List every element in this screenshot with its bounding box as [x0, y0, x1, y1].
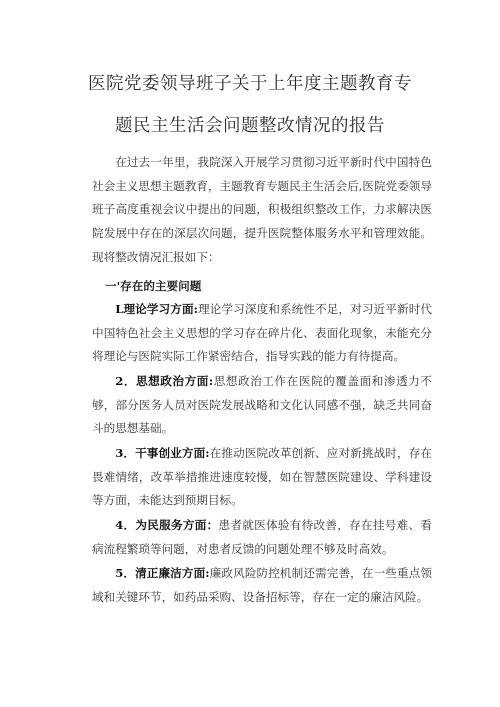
item-integrity	[92, 562, 432, 609]
item-text: 思想政治工作在医院的覆盖面和渗透力不够，部分医务人员对医院发展战略和文化认同感不强，缺乏共同奋斗的思想基础。	[92, 374, 432, 436]
item-text: 在推动医院改革创新、应对新挑战时，存在畏难情绪，改革举措推进速度较慢，如在智慧医院建设、学科建设等方面，未能达到预期目标。	[92, 446, 432, 508]
item-text: 廉政风险防控机制还需完善，在一些重点领域和关键环节，如药品采购、设备招标等，存在一定的廉洁风险。	[92, 566, 432, 604]
item-label: 4．为民服务方面：	[115, 518, 219, 532]
document-title-line-1: 医院党委领导班子关于上年度主题教育专	[88, 74, 412, 94]
item-ideology-politics	[92, 370, 432, 441]
item-label: 5．清正廉洁方面:	[115, 566, 210, 580]
section-heading: 一'存在的主要问题	[105, 279, 202, 293]
document-title-line-2: 题民主生活会问题整改情况的报告	[115, 116, 385, 136]
item-people-service	[92, 514, 432, 561]
item-label: 2．思想政治方面:	[115, 374, 214, 388]
intro-paragraph: 在过去一年里，我院深入开展学习贯彻习近平新时代中国特色社会主义思想主题教育，主题教育专题民主生活会后,医院党委领导班子高度重视会议中提出的问题，积极组织整改工作，力求解决医院发展中存在的深层次问题，提升医院整体服务水平和管理效能。现将整改情况汇报如下：	[92, 155, 432, 264]
item-text: 患者就医体验有待改善，存在挂号难、看病流程繁琐等问题，对患者反馈的问题处理不够及时高效。	[92, 518, 432, 556]
item-text: 理论学习深度和系统性不足，对习近平新时代中国特色社会主义思想的学习存在碎片化、表面化现象，未能充分将理论与医院实际工作紧密结合，指导实践的能力有待提高。	[92, 302, 432, 364]
item-label: L理论学习方面:	[115, 302, 198, 316]
item-label: 3．干事创业方面:	[115, 446, 210, 460]
item-entrepreneurship	[92, 442, 432, 513]
item-theory-study	[92, 298, 432, 369]
